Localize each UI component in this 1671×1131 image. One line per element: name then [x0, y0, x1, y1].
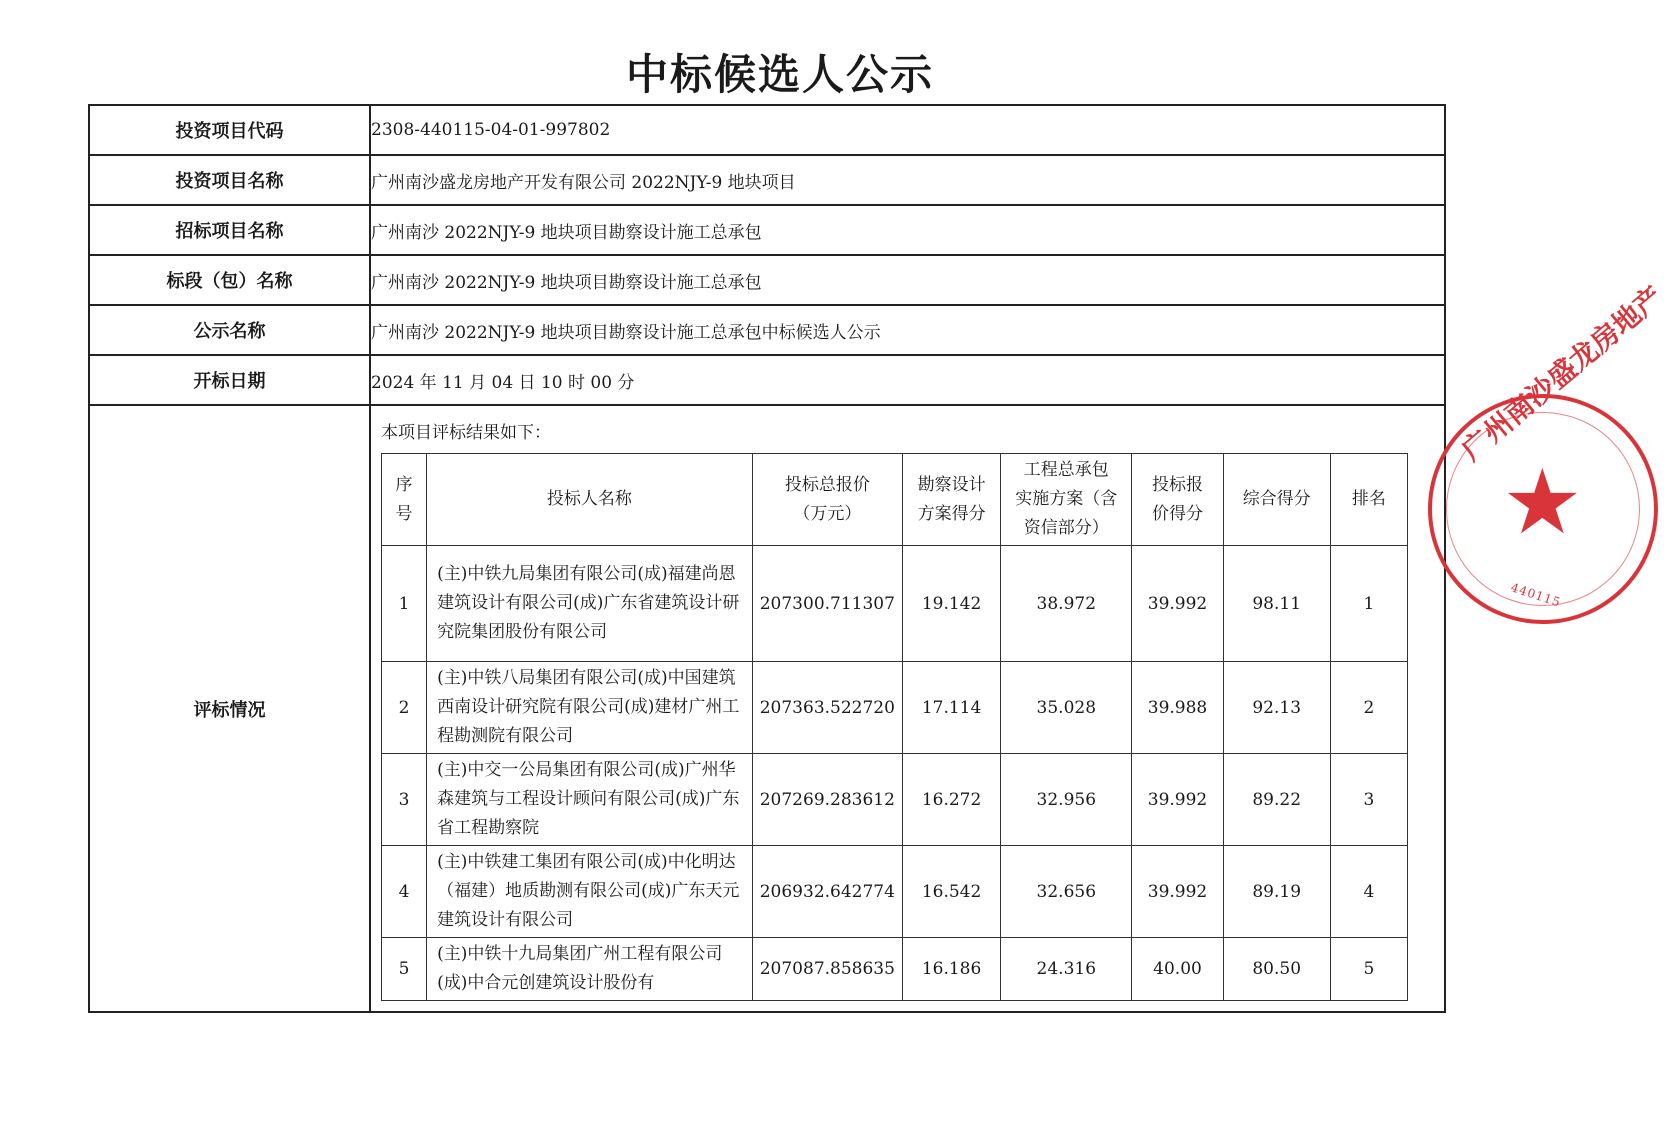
lot-name-label: 标段（包）名称	[89, 255, 370, 305]
evaluation-label: 评标情况	[89, 405, 370, 1012]
cell-seq: 1	[382, 546, 427, 662]
opening-date-label: 开标日期	[89, 355, 370, 405]
header-rank: 排名	[1330, 454, 1407, 546]
cell-total: 92.13	[1223, 662, 1330, 754]
info-row	[89, 205, 1445, 255]
table-row	[382, 754, 1408, 846]
cell-survey: 16.542	[902, 846, 1000, 938]
notice-name-label: 公示名称	[89, 305, 370, 355]
info-row	[89, 255, 1445, 305]
info-row	[89, 105, 1445, 155]
lot-name-value: 广州南沙 2022NJY-9 地块项目勘察设计施工总承包	[370, 255, 1445, 305]
cell-price: 207269.283612	[752, 754, 902, 846]
cell-price: 207087.858635	[752, 938, 902, 1001]
cell-price: 207363.522720	[752, 662, 902, 754]
info-row	[89, 155, 1445, 205]
cell-total: 89.22	[1223, 754, 1330, 846]
cell-seq: 2	[382, 662, 427, 754]
results-table	[381, 453, 1408, 1001]
cell-survey: 16.186	[902, 938, 1000, 1001]
cell-plan: 38.972	[1001, 546, 1132, 662]
project-code-label: 投资项目代码	[89, 105, 370, 155]
cell-seq: 5	[382, 938, 427, 1001]
table-row	[382, 846, 1408, 938]
header-price-score: 投标报 价得分	[1132, 454, 1223, 546]
cell-total: 89.19	[1223, 846, 1330, 938]
header-survey-score: 勘察设计 方案得分	[902, 454, 1000, 546]
info-row	[89, 355, 1445, 405]
document-title: 中标候选人公示	[625, 50, 934, 99]
header-total-price: 投标总报价 （万元）	[752, 454, 902, 546]
cell-price-score: 39.992	[1132, 754, 1223, 846]
cell-rank: 3	[1330, 754, 1407, 846]
cell-bidder-name: (主)中铁十九局集团广州工程有限公司(成)中合元创建筑设计股份有	[427, 938, 753, 1001]
cell-price: 207300.711307	[752, 546, 902, 662]
tender-name-value: 广州南沙 2022NJY-9 地块项目勘察设计施工总承包	[370, 205, 1445, 255]
cell-rank: 4	[1330, 846, 1407, 938]
cell-price-score: 39.992	[1132, 846, 1223, 938]
cell-plan: 32.956	[1001, 754, 1132, 846]
cell-plan: 32.656	[1001, 846, 1132, 938]
cell-plan: 24.316	[1001, 938, 1132, 1001]
cell-survey: 16.272	[902, 754, 1000, 846]
table-row	[382, 546, 1408, 662]
cell-plan: 35.028	[1001, 662, 1132, 754]
seal-code: 440115	[1509, 580, 1563, 610]
info-table	[88, 104, 1446, 1013]
evaluation-row	[89, 405, 1445, 1012]
cell-price-score: 40.00	[1132, 938, 1223, 1001]
company-seal	[1428, 279, 1670, 624]
cell-total: 98.11	[1223, 546, 1330, 662]
project-name-value: 广州南沙盛龙房地产开发有限公司 2022NJY-9 地块项目	[370, 155, 1445, 205]
cell-price-score: 39.988	[1132, 662, 1223, 754]
info-row	[89, 305, 1445, 355]
cell-price: 206932.642774	[752, 846, 902, 938]
cell-total: 80.50	[1223, 938, 1330, 1001]
star-icon: ★	[1502, 450, 1583, 555]
cell-bidder-name: (主)中交一公局集团有限公司(成)广州华森建筑与工程设计顾问有限公司(成)广东省工程勘察院	[427, 754, 753, 846]
cell-bidder-name: (主)中铁八局集团有限公司(成)中国建筑西南设计研究院有限公司(成)建材广州工程勘测院有限公司	[427, 662, 753, 754]
table-row	[382, 662, 1408, 754]
table-row	[382, 938, 1408, 1001]
header-seq: 序 号	[382, 454, 427, 546]
evaluation-intro: 本项目评标结果如下：	[381, 423, 551, 443]
tender-name-label: 招标项目名称	[89, 205, 370, 255]
project-name-label: 投资项目名称	[89, 155, 370, 205]
header-bidder-name: 投标人名称	[427, 454, 753, 546]
cell-seq: 4	[382, 846, 427, 938]
cell-bidder-name: (主)中铁建工集团有限公司(成)中化明达（福建）地质勘测有限公司(成)广东天元建筑设计有限公司	[427, 846, 753, 938]
cell-survey: 17.114	[902, 662, 1000, 754]
project-code-value: 2308-440115-04-01-997802	[370, 105, 1445, 155]
opening-date-value: 2024 年 11 月 04 日 10 时 00 分	[370, 355, 1445, 405]
results-header-row	[382, 454, 1408, 546]
cell-bidder-name: (主)中铁九局集团有限公司(成)福建尚恩建筑设计有限公司(成)广东省建筑设计研究院集团股份有限公司	[427, 546, 753, 662]
header-plan-score: 工程总承包 实施方案（含 资信部分）	[1001, 454, 1132, 546]
cell-rank: 5	[1330, 938, 1407, 1001]
seal-text: 广州南沙盛龙房地产	[1455, 279, 1670, 468]
cell-rank: 1	[1330, 546, 1407, 662]
cell-price-score: 39.992	[1132, 546, 1223, 662]
cell-seq: 3	[382, 754, 427, 846]
cell-rank: 2	[1330, 662, 1407, 754]
evaluation-content	[370, 405, 1445, 1012]
notice-name-value: 广州南沙 2022NJY-9 地块项目勘察设计施工总承包中标候选人公示	[370, 305, 1445, 355]
cell-survey: 19.142	[902, 546, 1000, 662]
header-total-score: 综合得分	[1223, 454, 1330, 546]
